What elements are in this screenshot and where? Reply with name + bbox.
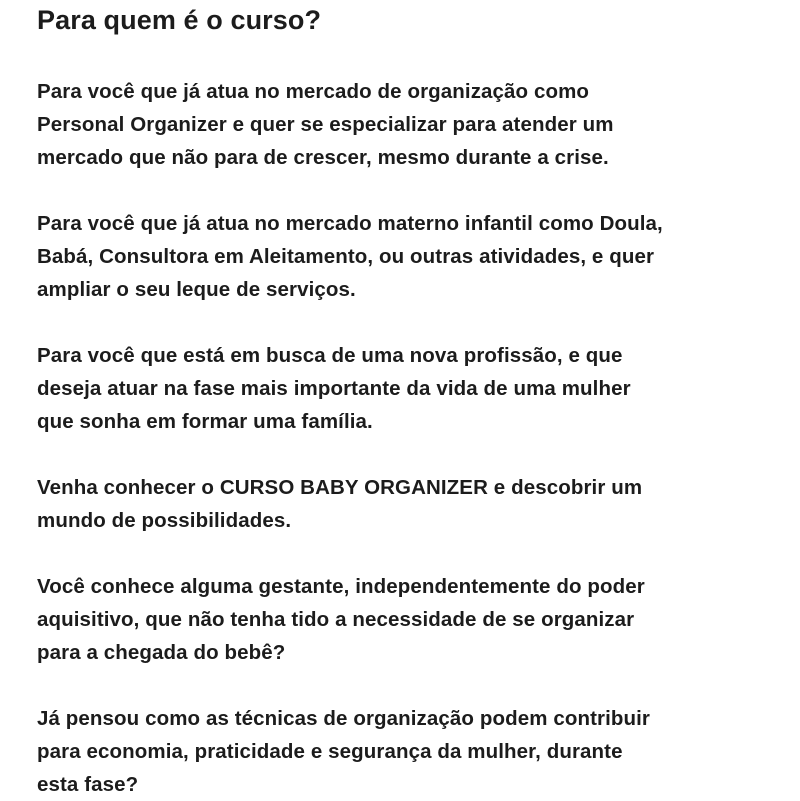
paragraph-line: esta fase? <box>37 773 139 796</box>
paragraph-personal-organizer <box>37 75 614 174</box>
paragraph-line: mercado que não para de crescer, mesmo durante a crise. <box>37 146 609 169</box>
paragraph-line: para economia, praticidade e segurança da mulher, durante <box>37 740 623 763</box>
paragraph-line: Babá, Consultora em Aleitamento, ou outras atividades, e quer <box>37 245 655 268</box>
paragraph-line: deseja atuar na fase mais importante da vida de uma mulher <box>37 377 631 400</box>
paragraph-line: para a chegada do bebê? <box>37 641 286 664</box>
paragraph-question-pregnant <box>37 570 645 669</box>
paragraph-line: Para você que está em busca de uma nova profissão, e que <box>37 344 623 367</box>
paragraph-question-techniques <box>37 702 650 801</box>
page-title: Para quem é o curso? <box>37 5 322 35</box>
paragraph-new-profession <box>37 339 631 438</box>
document-page <box>37 0 777 796</box>
paragraph-line: Venha conhecer o CURSO BABY ORGANIZER e descobrir um <box>37 476 643 499</box>
paragraph-maternal-market <box>37 207 663 306</box>
paragraph-line: Você conhece alguma gestante, independentemente do poder <box>37 575 645 598</box>
paragraph-course-invite <box>37 471 642 537</box>
paragraph-line: Para você que já atua no mercado materno infantil como Doula, <box>37 212 663 235</box>
paragraph-line: Para você que já atua no mercado de organização como <box>37 80 590 103</box>
paragraph-line: Personal Organizer e quer se especializar para atender um <box>37 113 614 136</box>
paragraph-line: mundo de possibilidades. <box>37 509 292 532</box>
paragraph-line: Já pensou como as técnicas de organização podem contribuir <box>37 707 650 730</box>
paragraph-line: ampliar o seu leque de serviços. <box>37 278 356 301</box>
paragraph-line: que sonha em formar uma família. <box>37 410 373 433</box>
paragraph-line: aquisitivo, que não tenha tido a necessidade de se organizar <box>37 608 635 631</box>
